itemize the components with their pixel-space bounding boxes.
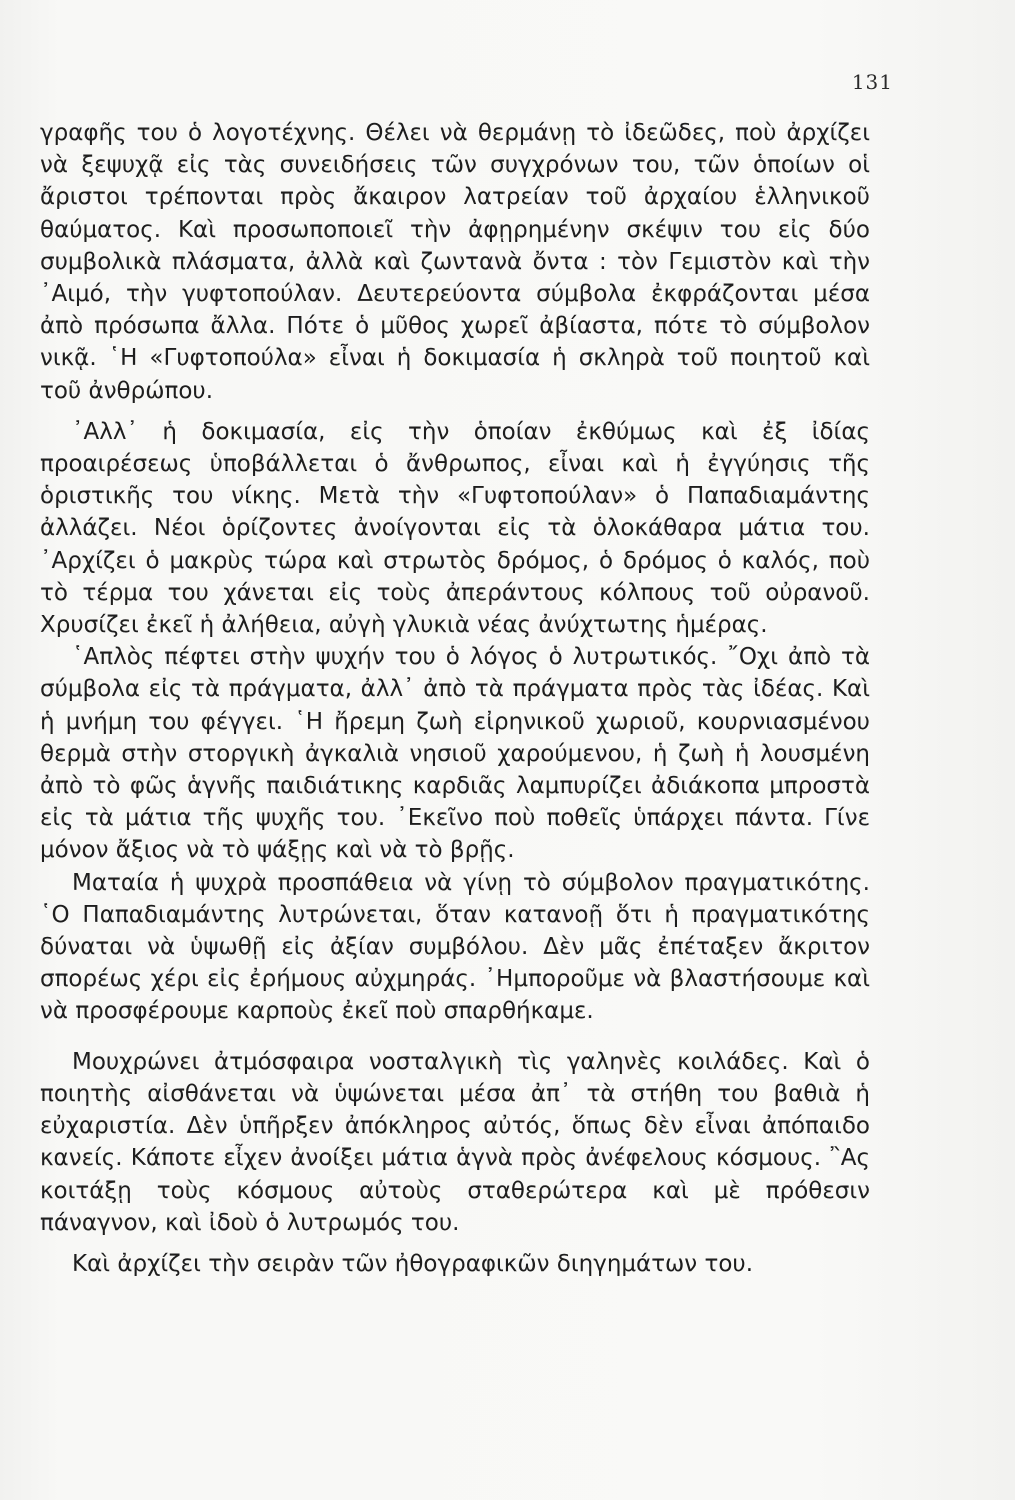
page-number: 131 xyxy=(851,70,893,94)
paragraph-5: Μουχρώνει ἀτμόσφαιρα νοσταλγικὴ τὶς γαληνὲς κοιλάδες. Καὶ ὁ ποιητὴς αἰσθάνεται νὰ ὑψώνεται μέσα ἀπ᾿ τὰ στήθη του βαθιὰ ἡ εὐχαριστία. Δὲν ὑπῆρξεν ἀπόκληρος αὐτός, ὅπως δὲν εἶναι ἀπόπαιδο κανείς. Κάποτε εἶχεν ἀνοίξει μάτια ἁγνὰ πρὸς ἀνέφελους κόσμους. ῍Ας κοιτάξῃ τοὺς κόσμους αὐτοὺς σταθερώτερα καὶ μὲ πρόθεσιν πάναγνον, καὶ ἰδοὺ ὁ λυτρωμός του. xyxy=(40,1048,870,1236)
paragraph-3: ῾Απλὸς πέφτει στὴν ψυχήν του ὁ λόγος ὁ λυτρωτικός. ῎Οχι ἀπὸ τὰ σύμβολα εἰς τὰ πράγματα, ἀλλ᾿ ἀπὸ τὰ πράγματα πρὸς τὰς ἰδέας. Καὶ ἡ μνήμη του φέγγει. ῾Η ἤρεμη ζωὴ εἰρηνικοῦ χωριοῦ, κουρνιασμένου θερμὰ στὴν στοργικὴ ἀγκαλιὰ νησιοῦ χαρούμενου, ἡ ζωὴ ἡ λουσμένη ἀπὸ τὸ φῶς ἁγνῆς παιδιάτικης καρδιᾶς λαμπυρίζει ἀδιάκοπα μπροστὰ εἰς τὰ μάτια τῆς ψυχῆς του. ᾿Εκεῖνο ποὺ ποθεῖς ὑπάρχει πάντα. Γίνε μόνον ἄξιος νὰ τὸ ψάξῃς καὶ νὰ τὸ βρῇς. xyxy=(40,644,870,864)
paragraph-4: Ματαία ἡ ψυχρὰ προσπάθεια νὰ γίνῃ τὸ σύμβολον πραγματικότης. ῾Ο Παπαδιαμάντης λυτρώνεται, ὅταν κατανοῇ ὅτι ἡ πραγματικότης δύναται νὰ ὑψωθῇ εἰς ἀξίαν συμβόλου. Δὲν μᾶς ἐπέταξεν ἄκριτον σπορέως χέρι εἰς ἐρήμους αὐχμηράς. ᾿Ημποροῦμε νὰ βλαστήσουμε καὶ νὰ προσφέρουμε καρποὺς ἐκεῖ ποὺ σπαρθήκαμε. xyxy=(40,869,870,1025)
paragraph-1: γραφῆς του ὁ λογοτέχνης. Θέλει νὰ θερμάνῃ τὸ ἰδεῶδες, ποὺ ἀρχίζει νὰ ξεψυχᾷ εἰς τὰς συνειδήσεις τῶν συγχρόνων του, τῶν ὁποίων οἱ ἄριστοι τρέπονται πρὸς ἄκαιρον λατρείαν τοῦ ἀρχαίου ἑλληνικοῦ θαύματος. Καὶ προσωποποιεῖ τὴν ἀφῃρημένην σκέψιν του εἰς δύο συμβολικὰ πλάσματα, ἀλλὰ καὶ ζωντανὰ ὄντα : τὸν Γεμιστὸν καὶ τὴν ᾿Αιμό, τὴν γυφτοπούλαν. Δευτερεύοντα σύμβολα ἐκφράζονται μέσα ἀπὸ πρόσωπα ἄλλα. Πότε ὁ μῦθος χωρεῖ ἀβίαστα, πότε τὸ σύμβολον νικᾷ. ῾Η «Γυφτοπούλα» εἶναι ἡ δοκιμασία ἡ σκληρὰ τοῦ ποιητοῦ καὶ τοῦ ἀνθρώπου. xyxy=(40,120,870,404)
paragraph-6: Καὶ ἀρχίζει τὴν σειρὰν τῶν ἠθογραφικῶν διηγημάτων του. xyxy=(72,1250,754,1277)
body-text xyxy=(40,117,870,1280)
paragraph-2: ᾿Αλλ᾿ ἡ δοκιμασία, εἰς τὴν ὁποίαν ἐκθύμως καὶ ἐξ ἰδίας προαιρέσεως ὑποβάλλεται ὁ ἄνθρωπος, εἶναι καὶ ἡ ἐγγύησις τῆς ὁριστικῆς του νίκης. Μετὰ τὴν «Γυφτοπούλαν» ὁ Παπαδιαμάντης ἀλλάζει. Νέοι ὁρίζοντες ἀνοίγονται εἰς τὰ ὁλοκάθαρα μάτια του. ᾿Αρχίζει ὁ μακρὺς τώρα καὶ στρωτὸς δρόμος, ὁ δρόμος ὁ καλός, ποὺ τὸ τέρμα του χάνεται εἰς τοὺς ἀπεράντους κόλπους τοῦ οὐρανοῦ. Χρυσίζει ἐκεῖ ἡ ἀλήθεια, αὐγὴ γλυκιὰ νέας ἀνύχτωτης ἡμέρας. xyxy=(40,418,870,639)
